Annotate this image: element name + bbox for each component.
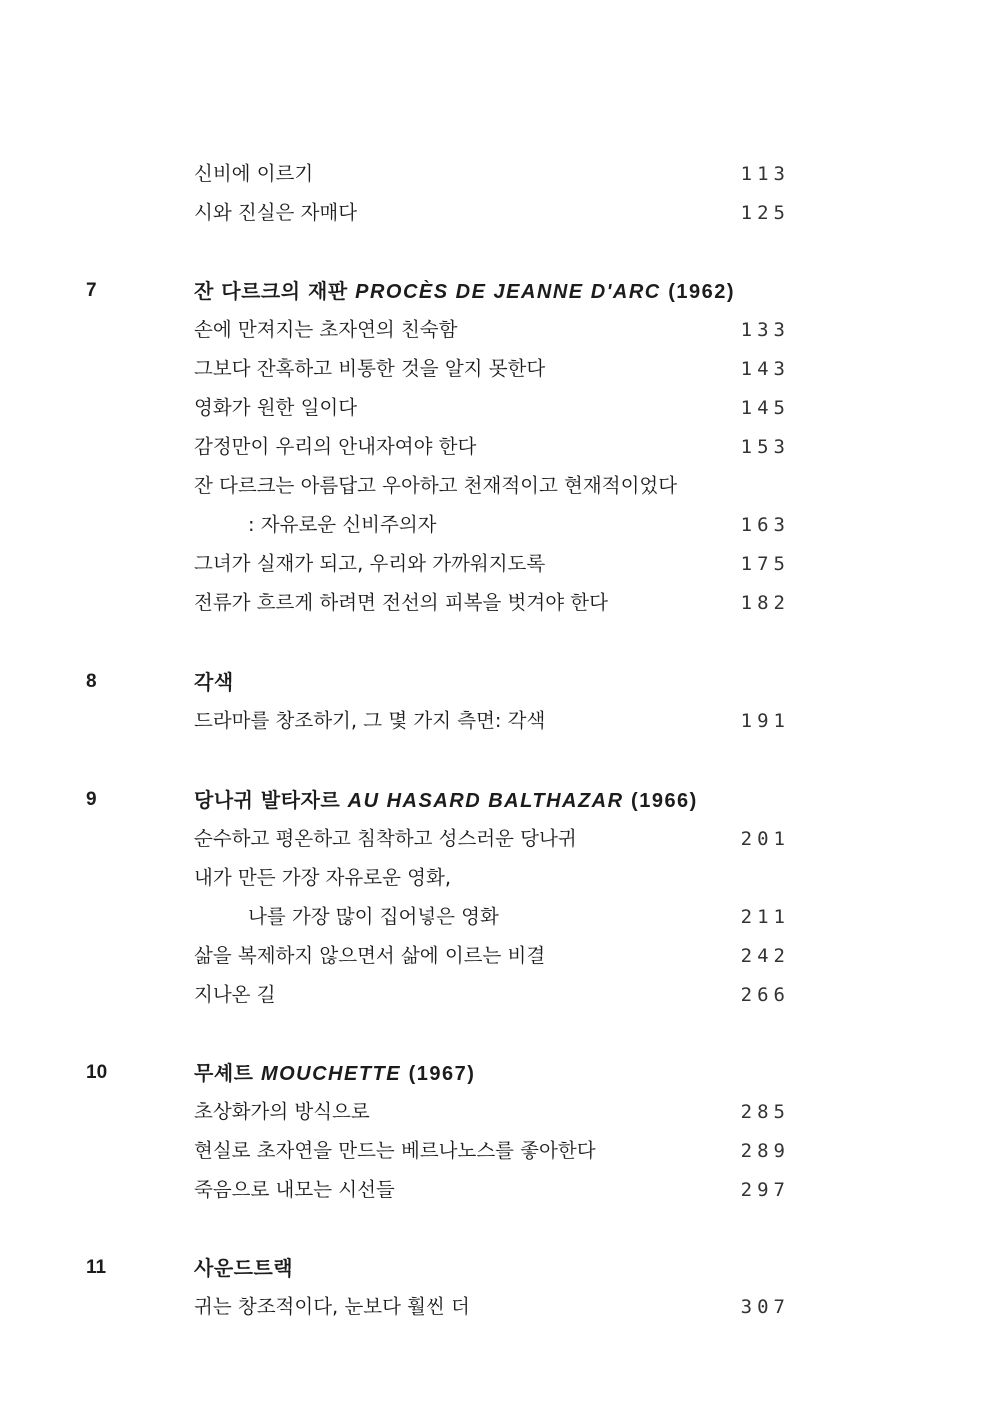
entry-title: 손에 만져지는 초자연의 친숙함 <box>194 318 458 341</box>
chapter-heading-11[interactable] <box>0 1253 1000 1283</box>
toc-entry[interactable] <box>0 1136 1000 1166</box>
toc-entry[interactable] <box>0 315 1000 345</box>
entry-title: 시와 진실은 자매다 <box>194 201 358 224</box>
toc-entry[interactable] <box>0 863 1000 893</box>
toc-entry[interactable] <box>0 393 1000 423</box>
entry-page-number: 125 <box>740 202 790 224</box>
toc-entry[interactable] <box>0 432 1000 462</box>
entry-title: 전류가 흐르게 하려면 전선의 피복을 벗겨야 한다 <box>194 591 608 614</box>
chapter-title-ko: 잔 다르크의 재판 <box>194 279 348 303</box>
entry-page-number: 182 <box>740 592 790 614</box>
entry-title: 그보다 잔혹하고 비통한 것을 알지 못한다 <box>194 357 546 380</box>
chapter-heading-8[interactable] <box>0 667 1000 697</box>
chapter-year: (1966) <box>631 790 698 812</box>
entry-title: 지나온 길 <box>194 983 276 1006</box>
toc-entry[interactable] <box>0 824 1000 854</box>
entry-page-number: 285 <box>740 1101 790 1123</box>
entry-page-number: 113 <box>740 163 790 185</box>
chapter-heading-7[interactable] <box>0 276 1000 306</box>
toc-entry[interactable] <box>0 588 1000 618</box>
entry-subtitle: : 자유로운 신비주의자 <box>248 513 437 536</box>
entry-title: 신비에 이르기 <box>194 162 314 185</box>
chapter-title-original: MOUCHETTE <box>260 1063 402 1085</box>
chapter-title <box>194 1253 293 1283</box>
toc-entry[interactable] <box>0 980 1000 1010</box>
entry-page-number: 242 <box>740 945 790 967</box>
entry-title: 영화가 원한 일이다 <box>194 396 358 419</box>
toc-entry[interactable] <box>0 941 1000 971</box>
entry-page-number: 163 <box>740 514 790 536</box>
chapter-title-original: AU HASARD BALTHAZAR <box>347 790 624 812</box>
chapter-title <box>194 276 735 307</box>
chapter-title-ko: 무셰트 <box>194 1061 254 1085</box>
entry-title: 순수하고 평온하고 침착하고 성스러운 당나귀 <box>194 827 577 850</box>
entry-page-number: 191 <box>740 710 790 732</box>
entry-title: 잔 다르크는 아름답고 우아하고 천재적이고 현재적이었다 <box>194 474 678 497</box>
chapter-number: 7 <box>86 280 97 301</box>
toc-entry[interactable] <box>0 471 1000 501</box>
entry-page-number: 211 <box>740 906 790 928</box>
entry-page-number: 297 <box>740 1179 790 1201</box>
toc-entry[interactable] <box>0 1097 1000 1127</box>
toc-entry-continuation[interactable] <box>0 902 1000 932</box>
chapter-number: 8 <box>86 671 97 692</box>
entry-page-number: 266 <box>740 984 790 1006</box>
chapter-title <box>194 785 698 816</box>
toc-entry-continuation[interactable] <box>0 510 1000 540</box>
chapter-title-original: PROCÈS DE JEANNE D'ARC <box>355 281 661 303</box>
chapter-heading-10[interactable] <box>0 1058 1000 1088</box>
entry-title: 드라마를 창조하기, 그 몇 가지 측면: 각색 <box>194 709 546 732</box>
entry-title: 내가 만든 가장 자유로운 영화, <box>194 866 452 889</box>
entry-page-number: 175 <box>740 553 790 575</box>
toc-entry[interactable] <box>0 354 1000 384</box>
entry-title: 감정만이 우리의 안내자여야 한다 <box>194 435 477 458</box>
chapter-number: 9 <box>86 789 97 810</box>
chapter-number: 10 <box>86 1062 108 1083</box>
entry-page-number: 201 <box>740 828 790 850</box>
entry-title: 초상화가의 방식으로 <box>194 1100 370 1123</box>
chapter-heading-9[interactable] <box>0 785 1000 815</box>
chapter-title-ko: 당나귀 발타자르 <box>194 788 341 812</box>
entry-subtitle: 나를 가장 많이 집어넣은 영화 <box>248 905 499 928</box>
entry-page-number: 307 <box>740 1296 790 1318</box>
toc-entry[interactable] <box>0 198 1000 228</box>
toc-entry[interactable] <box>0 549 1000 579</box>
entry-title: 그녀가 실재가 되고, 우리와 가까워지도록 <box>194 552 546 575</box>
toc-entry[interactable] <box>0 1175 1000 1205</box>
entry-title: 삶을 복제하지 않으면서 삶에 이르는 비결 <box>194 944 546 967</box>
entry-page-number: 143 <box>740 358 790 380</box>
chapter-title-ko: 사운드트랙 <box>194 1256 294 1280</box>
entry-title: 죽음으로 내모는 시선들 <box>194 1178 395 1201</box>
chapter-title <box>194 667 234 697</box>
entry-page-number: 145 <box>740 397 790 419</box>
toc-entry[interactable] <box>0 706 1000 736</box>
entry-title: 귀는 창조적이다, 눈보다 훨씬 더 <box>194 1295 470 1318</box>
toc-entry[interactable] <box>0 1292 1000 1322</box>
toc-entry[interactable] <box>0 159 1000 189</box>
entry-page-number: 153 <box>740 436 790 458</box>
entry-title: 현실로 초자연을 만드는 베르나노스를 좋아한다 <box>194 1139 596 1162</box>
entry-page-number: 133 <box>740 319 790 341</box>
entry-page-number: 289 <box>740 1140 790 1162</box>
chapter-title <box>194 1058 475 1089</box>
chapter-title-ko: 각색 <box>194 670 234 694</box>
chapter-year: (1962) <box>668 281 735 303</box>
chapter-number: 11 <box>86 1257 107 1278</box>
chapter-year: (1967) <box>408 1063 476 1085</box>
